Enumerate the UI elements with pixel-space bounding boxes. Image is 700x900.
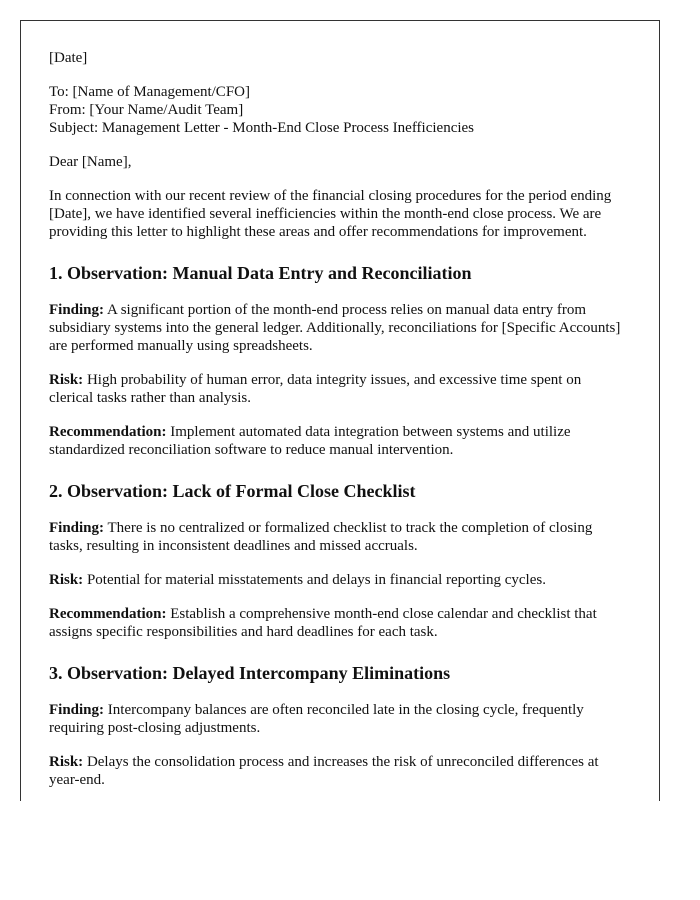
letter-header — [49, 83, 629, 137]
recommendation-text: Implement automated data integration between systems and utilize standardized reconciliation software to reduce manual intervention. — [49, 424, 571, 458]
letter-date: [Date] — [49, 50, 88, 66]
finding-paragraph — [49, 519, 629, 555]
observation-heading: 1. Observation: Manual Data Entry and Reconciliation — [49, 263, 472, 283]
recommendation-label: Recommendation: — [49, 606, 167, 622]
finding-text: A significant portion of the month-end process relies on manual data entry from subsidiary systems into the general ledger. Additionally, reconciliations for [Specific Accounts] are performed manually using spreadsheets. — [49, 302, 621, 354]
observation-1 — [49, 263, 629, 459]
observation-heading: 2. Observation: Lack of Formal Close Checklist — [49, 481, 416, 501]
recommendation-label: Recommendation: — [49, 424, 167, 440]
letter-page — [20, 20, 660, 801]
recommendation-paragraph — [49, 605, 629, 641]
finding-paragraph — [49, 301, 629, 355]
risk-text: Potential for material misstatements and delays in financial reporting cycles. — [83, 572, 546, 588]
finding-label: Finding: — [49, 302, 105, 318]
letter-salutation: Dear [Name], — [49, 154, 132, 170]
finding-paragraph — [49, 701, 629, 737]
risk-paragraph — [49, 371, 629, 407]
risk-label: Risk: — [49, 572, 84, 588]
risk-text: Delays the consolidation process and increases the risk of unreconciled differences at year-end. — [49, 754, 599, 788]
recommendation-paragraph — [49, 423, 629, 459]
risk-text: High probability of human error, data integrity issues, and excessive time spent on clerical tasks rather than analysis. — [49, 372, 582, 406]
finding-label: Finding: — [49, 520, 105, 536]
letter-from: From: [Your Name/Audit Team] — [49, 102, 244, 118]
risk-label: Risk: — [49, 754, 84, 770]
risk-label: Risk: — [49, 372, 84, 388]
letter-intro: In connection with our recent review of the financial closing procedures for the period ending [Date], we have identified several inefficiencies within the month-end close process. We are providing this letter to highlight these areas and offer recommendations for improvement. — [49, 188, 612, 240]
observation-3 — [49, 663, 629, 789]
observation-heading: 3. Observation: Delayed Intercompany Eliminations — [49, 663, 451, 683]
finding-text: There is no centralized or formalized checklist to track the completion of closing tasks, resulting in inconsistent deadlines and missed accruals. — [49, 520, 593, 554]
letter-content — [49, 49, 629, 801]
letter-subject: Subject: Management Letter - Month-End Close Process Inefficiencies — [49, 120, 475, 136]
finding-text: Intercompany balances are often reconciled late in the closing cycle, frequently requiring post-closing adjustments. — [49, 702, 584, 736]
observation-2 — [49, 481, 629, 641]
risk-paragraph — [49, 753, 629, 789]
recommendation-text: Establish a comprehensive month-end close calendar and checklist that assigns specific responsibilities and hard deadlines for each task. — [49, 606, 597, 640]
letter-to: To: [Name of Management/CFO] — [49, 84, 250, 100]
finding-label: Finding: — [49, 702, 105, 718]
risk-paragraph — [49, 571, 629, 589]
